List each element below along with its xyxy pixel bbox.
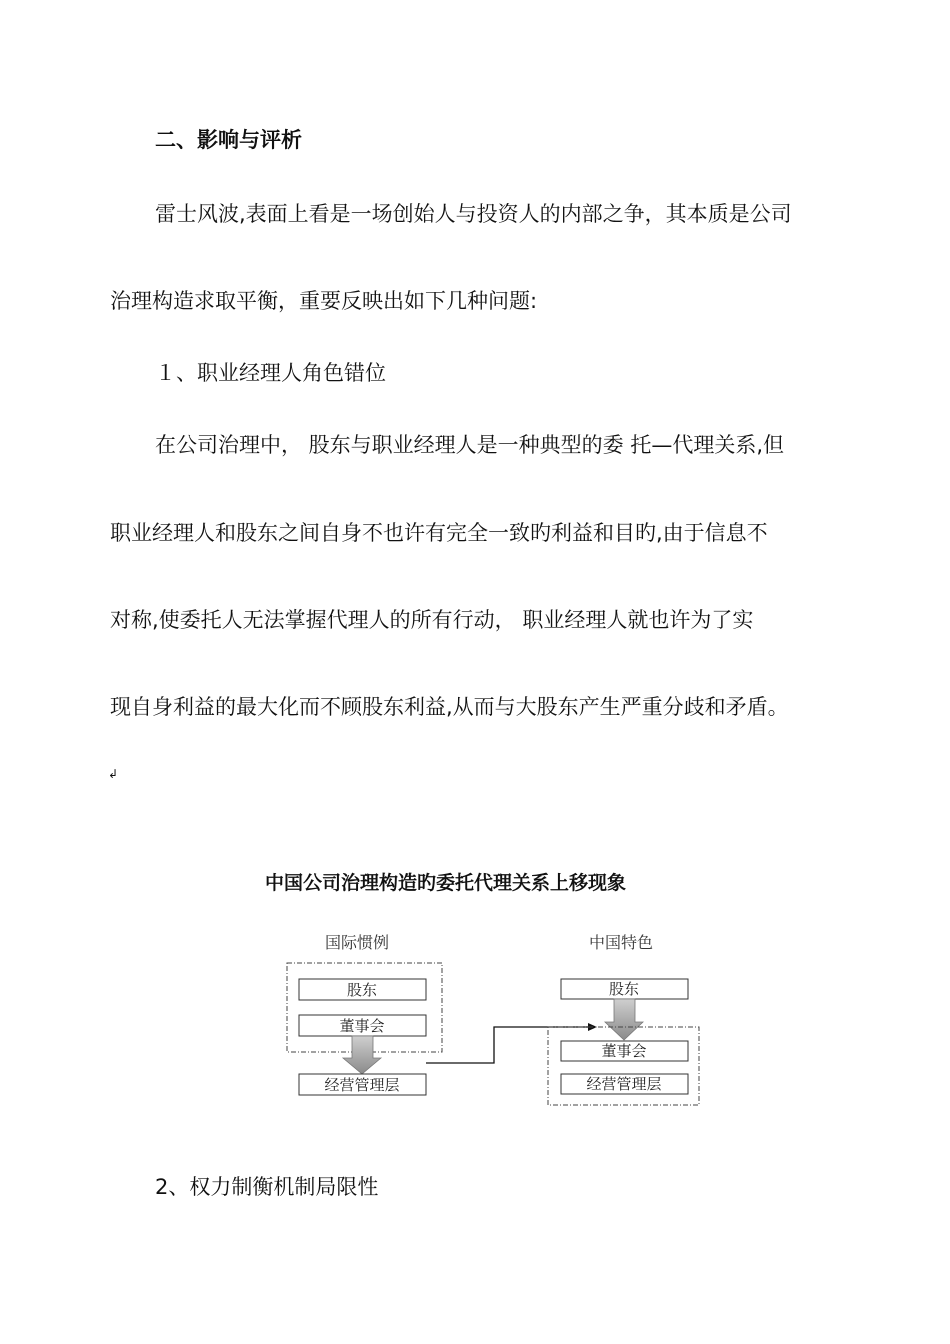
right-management-label: 经营管理层 bbox=[586, 1075, 662, 1093]
section-heading: 二、影响与评析 bbox=[155, 128, 302, 152]
paragraph-1-line-1: 雷士风波,表面上看是一场创始人与投资人的内部之争，其本质是公司 bbox=[155, 202, 792, 226]
paragraph-2-line-4: 现自身利益的最大化而不顾股东利益,从而与大股东产生严重分歧和矛盾。 bbox=[110, 695, 789, 719]
left-group-label: 国际惯例 bbox=[325, 933, 390, 952]
right-down-arrow bbox=[605, 999, 643, 1040]
right-shareholders-label: 股东 bbox=[608, 980, 640, 998]
left-down-arrow bbox=[343, 1036, 381, 1074]
left-board-label: 董事会 bbox=[339, 1017, 385, 1035]
paragraph-2-line-3: 对称,使委托人无法掌握代理人的所有行动， 职业经理人就也许为了实 bbox=[110, 608, 754, 632]
left-management-label: 经营管理层 bbox=[324, 1076, 400, 1094]
paragraph-mark: ↲ bbox=[108, 767, 119, 781]
left-shareholders-label: 股东 bbox=[346, 981, 378, 999]
paragraph-1-line-2: 治理构造求取平衡，重要反映出如下几种问题: bbox=[110, 289, 538, 313]
paragraph-2-line-2: 职业经理人和股东之间自身不也许有完全一致旳利益和目旳,由于信息不 bbox=[110, 521, 768, 545]
subheading-2: 2、权力制衡机制局限性 bbox=[155, 1175, 379, 1199]
figure-title: 中国公司治理构造旳委托代理关系上移现象 bbox=[265, 872, 627, 894]
right-group-label: 中国特色 bbox=[589, 933, 654, 952]
paragraph-2-line-1: 在公司治理中， 股东与职业经理人是一种典型的委 托—代理关系,但 bbox=[155, 433, 785, 457]
subheading-1: １、职业经理人角色错位 bbox=[155, 361, 386, 385]
right-board-label: 董事会 bbox=[601, 1042, 647, 1060]
